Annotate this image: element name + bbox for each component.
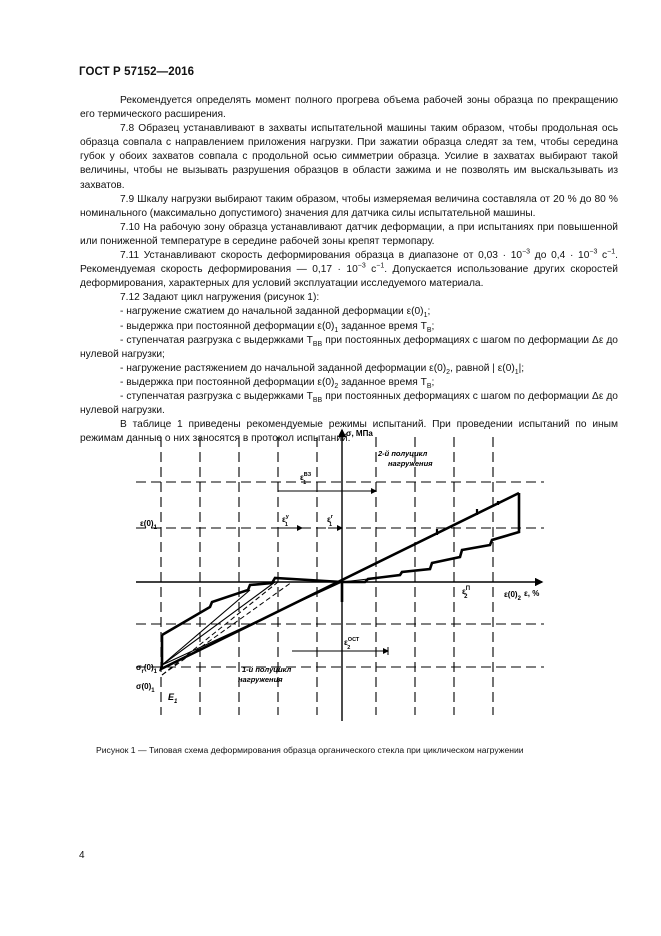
deformation-diagram	[132, 425, 552, 730]
figure-caption: Рисунок 1 — Типовая схема деформирования образца органического стекла при циклическом нагружении	[96, 745, 524, 755]
list-item: - ступенчатая разгрузка с выдержками $T_{ВВ}$ при постоянных деформациях с шагом по деформации Δε до нулевой нагрузки.	[80, 390, 618, 417]
list-item: - выдержка при постоянной деформации $\varepsilon(0)_1$ заданное время $T_В$;	[120, 320, 435, 334]
dimension-arrows	[278, 491, 388, 655]
label-eps02: $\varepsilon(0)_2$	[504, 590, 521, 602]
paragraph-7-11: 7.11 Устанавливают скорость деформирования образца в диапазоне от $0,03 \cdot 10^{-3}$ до $0,4 \cdot 10^{-3}$ $с^{-1}$. Рекомендуемая скорость деформирования — $0,17 \cdot 10^{-3}$ $с^{-1}$. Допускается использование других скоростей деформирования, характерных для условий эксплуатации исследуемого материала.	[80, 248, 618, 290]
label-eps2p: $\varepsilon^П$ 2	[462, 586, 471, 600]
figure-1	[132, 425, 552, 735]
half-cycle-1-label-line2: нагружения	[238, 675, 283, 684]
label-E1: $E_1$	[168, 692, 178, 705]
paragraph: Рекомендуется определять момент полного прогрева объема рабочей зоны образца по прекращению его термического расширения.	[80, 95, 618, 121]
list-item: - выдержка при постоянной деформации $\varepsilon(0)_2$ заданное время $T_В$;	[120, 376, 435, 390]
paragraph-7-12: 7.12 Задают цикл нагружения (рисунок 1):	[120, 292, 320, 304]
document-header: ГОСТ Р 57152—2016	[79, 66, 195, 78]
paragraph-7-9: 7.9 Шкалу нагрузки выбирают таким образом, чтобы измеряемая величина составляла от 20 % до 80 % номинального (максимально допустимого) значения для датчика силы испытательной машины.	[80, 193, 618, 219]
page-number: 4	[79, 850, 85, 861]
y-axis-label: σ, МПа	[346, 429, 373, 438]
half-cycle-2-label-line2: нагружения	[388, 459, 433, 468]
paragraph-7-8: 7.8 Образец устанавливают в захваты испытательной машины таким образом, чтобы продольная ось образца совпала с направлением приложения нагрузки. При зажатии образца следят за тем, чтобы середина губок у обоих захватов совпала с продольной осью симметрии образца. Усилие в захватах выбирают такой величины, чтобы не вызывать разрушения образцов в области зажима и не позволять им выскальзывать из захватов.	[80, 123, 618, 191]
label-eps-ost: $\varepsilon^{ОСТ}$ 2	[344, 637, 360, 651]
label-eps-u: $\varepsilon^у$ 1	[282, 514, 289, 528]
hysteresis-loop	[161, 493, 519, 669]
list-item: - нагружение растяжением до начальной заданной деформации $\varepsilon(0)_2$, равной | $\varepsilon(0)_1|$;	[120, 362, 525, 376]
grid-verticals	[161, 437, 493, 715]
list-item: - ступенчатая разгрузка с выдержками $T_{ВВ}$ при постоянных деформациях с шагом по деформации Δε до нулевой нагрузки;	[80, 334, 618, 360]
label-eps01: $\varepsilon(0)_1$	[140, 519, 157, 531]
label-sigma0: $\sigma(0)_1$	[136, 682, 155, 694]
label-eps-r: $\varepsilon^r$ 1	[327, 514, 333, 528]
paragraph-table-note: В таблице 1 приведены рекомендуемые режимы испытаний. При проведении испытаний по иным режимам данные о них заносятся в протокол испытаний.	[80, 419, 618, 445]
paragraph-7-10: 7.10 На рабочую зону образца устанавливают датчик деформации, а при испытаниях при повышенной или пониженной температуре в середине рабочей зоны крепят термопару.	[80, 221, 618, 247]
label-sigma-r: $\sigma_r(0)_1$	[136, 663, 157, 675]
half-cycle-2-label: 2-й полуцикл	[378, 449, 428, 458]
list-item: - нагружение сжатием до начальной заданной деформации $\varepsilon(0)_1$;	[120, 306, 431, 320]
label-eps-vz: $\varepsilon^{ВЗ}$ 1	[300, 472, 312, 486]
half-cycle-1-label: 1-й полуцикл	[242, 665, 292, 674]
x-axis-label: ε, %	[524, 589, 540, 598]
body-text	[80, 94, 618, 446]
